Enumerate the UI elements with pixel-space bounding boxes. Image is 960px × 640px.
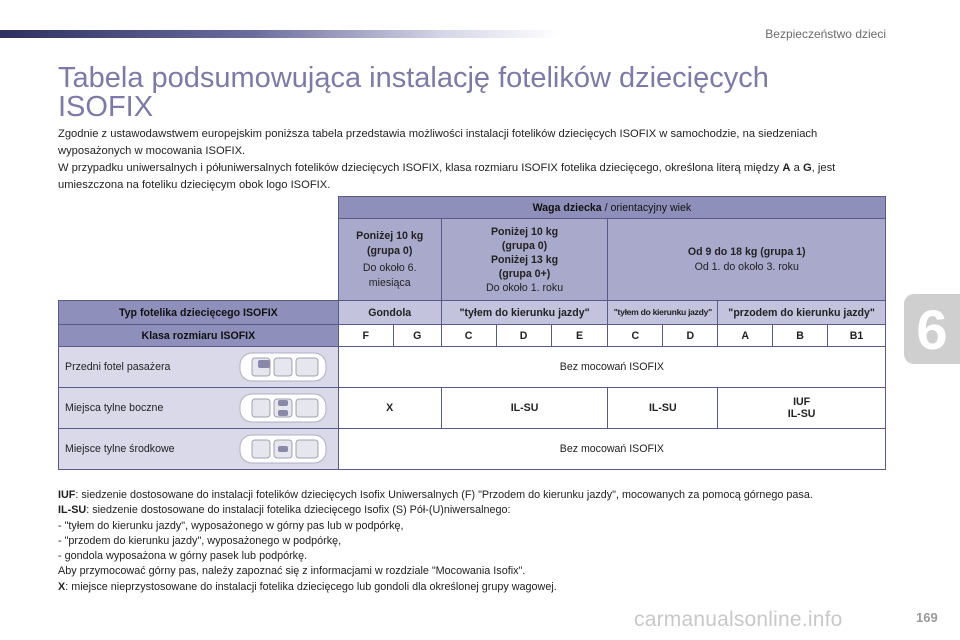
cell-value: IUF: [793, 396, 811, 408]
class-letter: A: [741, 329, 749, 342]
type-label-text: Typ fotelika dziecięcego ISOFIX: [118, 306, 278, 319]
group-0plus-age: Do około 1. roku: [485, 281, 564, 294]
class-cell: [828, 325, 886, 347]
group-0plus-title-a: Poniżej 10 kg (grupa 0): [490, 225, 559, 252]
row-label-text: Miejsca tylne boczne: [65, 401, 164, 414]
group-0-title: Poniżej 10 kg (grupa 0): [356, 229, 424, 257]
class-a-letter: A: [782, 162, 791, 174]
type-gondola: [338, 301, 441, 325]
cell-value: IL-SU: [648, 402, 677, 414]
group-0-header: [338, 219, 441, 301]
class-cell: [551, 325, 608, 347]
row-label-text: Miejsce tylne środkowe: [65, 442, 175, 455]
car-seat-diagram-icon: [238, 432, 328, 466]
chapter-tab: 6: [904, 294, 960, 364]
weight-header-bold: Waga dziecka: [532, 201, 602, 214]
type-rear-facing: [441, 301, 608, 325]
type-text: "tyłem do kierunku jazdy": [459, 306, 590, 319]
class-cell: [338, 325, 393, 347]
class-cell: [773, 325, 828, 347]
car-seat-diagram-icon: [238, 350, 328, 384]
page-number: 169: [916, 610, 938, 625]
class-cell: [663, 325, 718, 347]
row-rear-side-label: [59, 388, 339, 429]
row-rear-side-v3: [608, 388, 718, 429]
weight-header-rest: / orientacyjny wiek: [601, 201, 692, 214]
class-label: [59, 325, 339, 347]
cell-value: IL-SU: [787, 408, 816, 420]
group-1-age: Od 1. do około 3. roku: [694, 261, 799, 273]
class-letter: D: [519, 329, 528, 342]
intro-paragraph-2: [58, 160, 888, 194]
isofix-table: [58, 196, 886, 470]
class-cell: [441, 325, 496, 347]
intro-text: [58, 126, 888, 194]
class-letter: B1: [849, 329, 864, 342]
row-rear-side-v1: [338, 388, 441, 429]
group-0plus-title-b: Poniżej 13 kg (grupa 0+): [490, 253, 559, 280]
legend-ilsu: [58, 503, 888, 518]
watermark: carmanualsonline.info: [634, 608, 843, 631]
empty-corner: [59, 219, 339, 301]
class-letter: F: [362, 329, 369, 342]
row-rear-side-v2: [441, 388, 608, 429]
type-text: "tyłem do kierunku jazdy": [613, 307, 712, 317]
row-rear-center-value: Bez mocowań ISOFIX: [338, 429, 885, 470]
class-letter: B: [796, 329, 804, 342]
class-cell: [393, 325, 441, 347]
intro-text-part: a: [790, 162, 803, 174]
legend: [58, 488, 888, 595]
class-letter: D: [686, 329, 695, 342]
class-letter: G: [413, 329, 422, 342]
class-label-text: Klasa rozmiaru ISOFIX: [141, 329, 256, 342]
intro-text-part: , jest umieszczona na foteliku dziecięcym obok logo ISOFIX.: [58, 162, 836, 191]
empty-corner: [59, 197, 339, 219]
type-text: Gondola: [368, 306, 412, 319]
class-letter: E: [575, 329, 584, 342]
legend-note: Aby przymocować górny pas, należy zapoznać się z informacjami w rozdziale "Mocowania Isofix".: [58, 565, 526, 578]
intro-paragraph-1: Zgodnie z ustawodawstwem europejskim poniższa tabela przedstawia możliwości instalacji fotelików dziecięcych ISOFIX w samochodzie, na siedzeniach wyposażonych w mocowania ISOFIX.: [58, 128, 818, 157]
row-front-value: Bez mocowań ISOFIX: [338, 347, 885, 388]
type-text: "przodem do kierunku jazdy": [728, 306, 875, 319]
group-0-age: Do około 6. miesiąca: [362, 261, 417, 289]
row-rear-side-v4: [718, 388, 886, 429]
row-rear-center-label: [59, 429, 339, 470]
legend-text: : siedzenie dostosowane do instalacji fotelików dziecięcych Isofix Uniwersalnych (F) "Przodem do kierunku jazdy", mocowanych za pomocą górnego pasa.: [75, 489, 813, 501]
class-g-letter: G: [802, 162, 812, 174]
weight-header: [338, 197, 885, 219]
legend-bullet: - "przodem do kierunku jazdy", wyposażonego w podpórkę,: [58, 534, 342, 547]
class-cell: [608, 325, 663, 347]
type-label: [59, 301, 339, 325]
legend-x: [58, 580, 888, 595]
car-seat-diagram-icon: [238, 391, 328, 425]
header-bar: [0, 30, 560, 38]
group-0plus-header: [441, 219, 608, 301]
group-1-header: [608, 219, 886, 301]
class-letter: C: [464, 329, 473, 342]
legend-key: IL-SU: [58, 504, 87, 517]
page-title: Tabela podsumowująca instalację fotelików dziecięcych ISOFIX: [58, 62, 769, 123]
legend-text: : siedzenie dostosowane do instalacji fotelika dziecięcego Isofix (S) Pół-(U)niwersalnego:: [86, 504, 511, 517]
cell-value: X: [386, 402, 394, 414]
section-title: Bezpieczeństwo dzieci: [765, 27, 886, 41]
legend-iuf: [58, 488, 888, 503]
type-rear-facing-2: [608, 301, 718, 325]
group-1-title: Od 9 do 18 kg (grupa 1): [687, 246, 806, 258]
cell-value: IL-SU: [510, 402, 539, 414]
class-letter: C: [631, 329, 640, 342]
legend-bullet: - "tyłem do kierunku jazdy", wyposażonego w górny pas lub w podpórkę,: [58, 519, 404, 532]
row-front-label: [59, 347, 339, 388]
legend-bullet: - gondola wyposażona w górny pasek lub podpórkę.: [58, 550, 308, 563]
class-cell: [496, 325, 551, 347]
legend-key: IUF: [58, 489, 76, 501]
legend-key: X: [58, 580, 66, 593]
class-cell: [718, 325, 773, 347]
type-forward-facing: [718, 301, 886, 325]
intro-text-part: W przypadku uniwersalnych i półuniwersalnych fotelików dziecięcych ISOFIX, klasa rozmiaru ISOFIX fotelika dziecięcego, określona literą między: [58, 162, 783, 174]
legend-text: : miejsce nieprzystosowane do instalacji fotelika dziecięcego lub gondoli dla określonej grupy wagowej.: [65, 580, 557, 593]
row-label-text: Przedni fotel pasażera: [65, 360, 171, 373]
